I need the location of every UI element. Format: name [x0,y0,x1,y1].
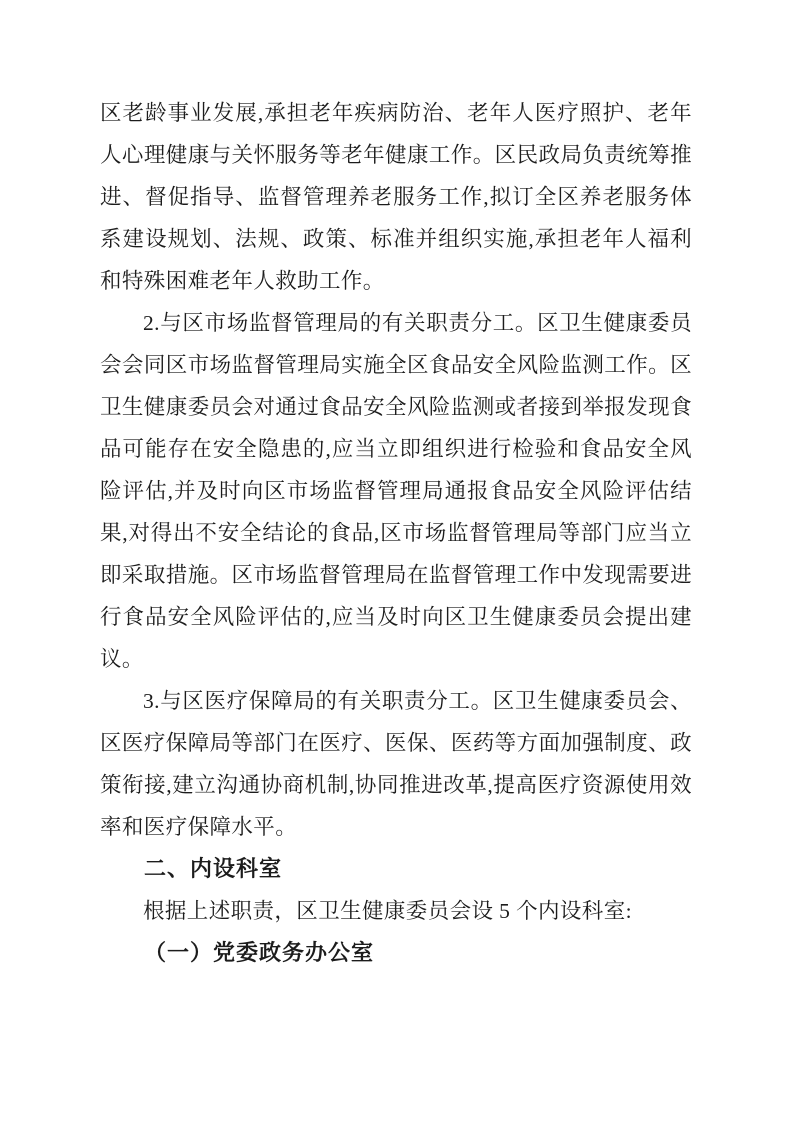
body-paragraph: 3.与区医疗保障局的有关职责分工。区卫生健康委员会、区医疗保障局等部门在医疗、医保、医药等方面加强制度、政策衔接,建立沟通协商机制,协同推进改革,提高医疗资源使用效率和医疗保障水平。 [100,689,692,839]
body-paragraph: 区老龄事业发展,承担老年疾病防治、老年人医疗照护、老年人心理健康与关怀服务等老年健康工作。区民政局负责统筹推进、督促指导、监督管理养老服务工作,拟订全区养老服务体系建设规划、法规、政策、标准并组织实施,承担老年人福利和特殊困难老年人救助工作。 [100,101,692,293]
section-heading: 二、内设科室 [144,856,283,881]
body-paragraph: 根据上述职责，区卫生健康委员会设 5 个内设科室: [143,899,632,923]
subsection-heading: （一）党委政务办公室 [144,940,375,965]
document-body [100,92,692,974]
body-paragraph: 2.与区市场监督管理局的有关职责分工。区卫生健康委员会会同区市场监督管理局实施全区食品安全风险监测工作。区卫生健康委员会对通过食品安全风险监测或者接到举报发现食品可能存在安全隐患的,应当立即组织进行检验和食品安全风险评估,并及时向区市场监督管理局通报食品安全风险评估结果,对得出不安全结论的食品,区市场监督管理局等部门应当立即采取措施。区市场监督管理局在监督管理工作中发现需要进行食品安全风险评估的,应当及时向区卫生健康委员会提出建议。 [100,311,692,671]
